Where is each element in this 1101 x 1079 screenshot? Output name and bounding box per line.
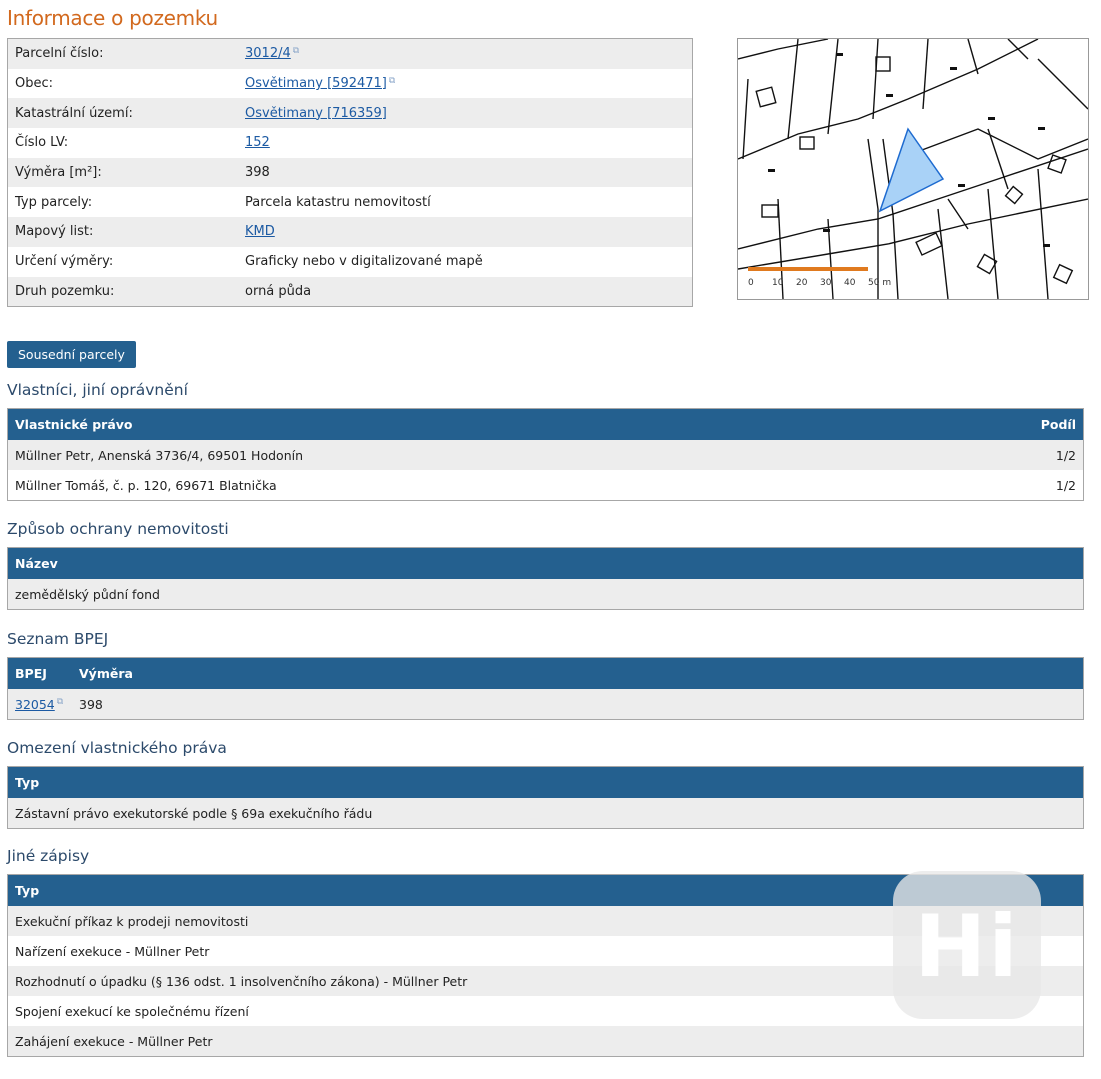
bpej-area-header: Výměra [72, 658, 1084, 690]
map-scale-label: 40 [844, 278, 856, 288]
info-label: Parcelní číslo: [8, 39, 239, 69]
other-records-header: Typ [8, 875, 1084, 907]
info-value-link[interactable]: 3012/4 [245, 46, 291, 62]
table-row [8, 1026, 1084, 1057]
info-label: Výměra [m²]: [8, 158, 239, 188]
info-row [8, 187, 693, 217]
other-record-item: Exekuční příkaz k prodeji nemovitosti [8, 906, 1084, 936]
info-label: Druh pozemku: [8, 277, 239, 307]
watermark-text: Hi [914, 897, 1020, 997]
bpej-title: Seznam BPEJ [7, 630, 109, 648]
table-row [8, 579, 1084, 610]
info-label: Mapový list: [8, 217, 239, 247]
info-row [8, 39, 693, 69]
bpej-area: 398 [72, 689, 1084, 720]
info-row [8, 98, 693, 128]
other-record-item: Zahájení exekuce - Müllner Petr [8, 1026, 1084, 1057]
restrictions-title: Omezení vlastnického práva [7, 739, 227, 757]
external-link-icon: ⧉ [292, 46, 300, 57]
info-value [238, 217, 693, 247]
other-record-item: Rozhodnutí o úpadku (§ 136 odst. 1 insolvenčního zákona) - Müllner Petr [8, 966, 1084, 996]
bpej-row [8, 689, 1084, 720]
table-row [8, 798, 1084, 829]
protection-table [7, 547, 1084, 610]
info-value: 398 [238, 158, 693, 188]
selected-parcel-shape [880, 129, 943, 211]
info-label: Typ parcely: [15, 194, 93, 210]
cadastral-map[interactable] [737, 38, 1089, 300]
info-value: Graficky nebo v digitalizované mapě [245, 254, 483, 270]
protection-item: zemědělský půdní fond [8, 579, 1084, 610]
info-value-link[interactable]: Osvětimany [716359] [245, 105, 387, 121]
info-label: Určení výměry: [15, 254, 114, 270]
bpej-table [7, 657, 1084, 720]
map-drawing [738, 39, 1088, 299]
info-label: Obec: [15, 76, 54, 92]
owners-title: Vlastníci, jiní oprávnění [7, 381, 188, 399]
info-value [238, 98, 693, 128]
other-record-item: Nařízení exekuce - Müllner Petr [8, 936, 1084, 966]
info-row [8, 247, 693, 277]
owner-name-header: Vlastnické právo [8, 409, 932, 441]
protection-header: Název [8, 548, 1084, 580]
info-value-link[interactable]: KMD [245, 224, 275, 240]
info-label: Katastrální území: [8, 98, 239, 128]
info-label: Číslo LV: [15, 135, 69, 151]
owner-name: Müllner Tomáš, č. p. 120, 69671 Blatnička [8, 470, 932, 501]
map-scale-label: 0 [748, 278, 754, 288]
info-value-link[interactable]: Osvětimany [592471] [245, 76, 387, 92]
restrictions-header: Typ [8, 767, 1084, 799]
info-row [8, 128, 693, 158]
info-value [238, 69, 693, 99]
neighbor-parcels-button[interactable]: Sousední parcely [7, 341, 136, 368]
bpej-code-link[interactable]: 32054 [15, 696, 55, 712]
bpej-code [8, 689, 73, 720]
owner-name: Müllner Petr, Anenská 3736/4, 69501 Hodonín [8, 440, 932, 470]
info-row [8, 158, 693, 188]
owner-share-header: Podíl [931, 409, 1083, 441]
info-row [8, 277, 693, 307]
external-link-icon: ⧉ [56, 696, 64, 707]
info-value: orná půda [238, 277, 693, 307]
parcel-info-table [7, 38, 693, 307]
map-scale-label: 10 [772, 278, 784, 288]
map-scale-label: 50 m [868, 278, 892, 288]
owner-row [8, 470, 1084, 501]
bpej-code-header: BPEJ [8, 658, 73, 690]
info-row [8, 217, 693, 247]
protection-title: Způsob ochrany nemovitosti [7, 520, 229, 538]
info-row [8, 69, 693, 99]
owners-table [7, 408, 1084, 501]
owner-row [8, 440, 1084, 470]
other-record-item: Spojení exekucí ke společnému řízení [8, 996, 1084, 1026]
external-link-icon: ⧉ [388, 76, 396, 87]
map-scale-label: 30 [820, 278, 832, 288]
owner-share: 1/2 [931, 440, 1083, 470]
watermark-logo [893, 871, 1041, 1019]
info-value [238, 128, 693, 158]
info-value-link[interactable]: 152 [245, 135, 270, 151]
map-scale-label: 20 [796, 278, 808, 288]
info-value [238, 39, 693, 69]
restriction-item: Zástavní právo exekutorské podle § 69a exekučního řádu [8, 798, 1084, 829]
restrictions-table [7, 766, 1084, 829]
info-value: Parcela katastru nemovitostí [245, 194, 431, 210]
page-title: Informace o pozemku [7, 6, 218, 30]
owner-share: 1/2 [931, 470, 1083, 501]
other-records-title: Jiné zápisy [7, 847, 90, 865]
